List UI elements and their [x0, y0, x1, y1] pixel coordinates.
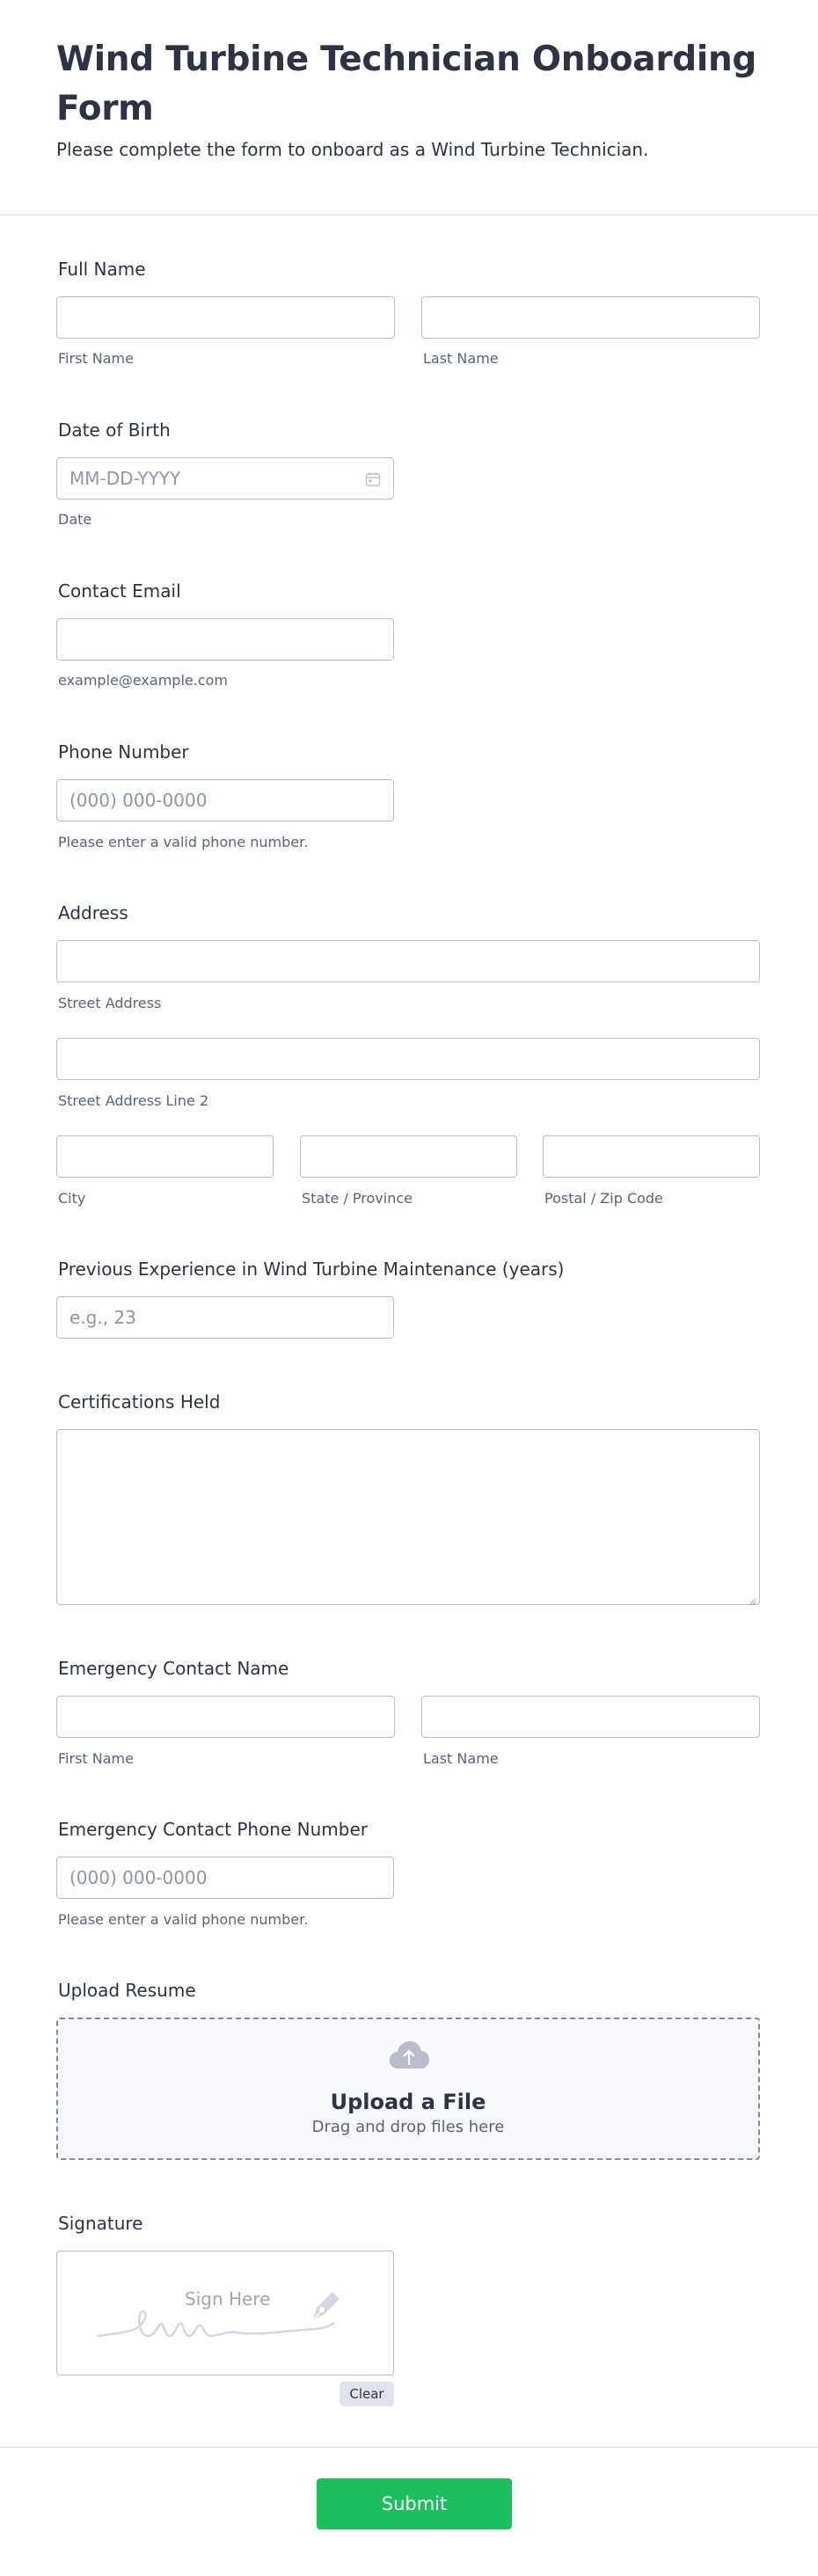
- emergency-phone-input[interactable]: [56, 1857, 394, 1899]
- phone-label: Phone Number: [58, 741, 189, 763]
- city-input[interactable]: [56, 1135, 274, 1178]
- emergency-first-name-sublabel: First Name: [58, 1750, 134, 1767]
- last-name-input[interactable]: [421, 296, 760, 339]
- experience-placeholder: e.g., 23: [69, 1307, 136, 1328]
- resize-handle-icon[interactable]: [748, 1593, 756, 1602]
- emergency-first-name-input[interactable]: [56, 1696, 395, 1738]
- street-address-input[interactable]: [56, 940, 760, 982]
- emergency-last-name-input[interactable]: [421, 1696, 760, 1738]
- full-name-label: Full Name: [58, 259, 146, 280]
- submit-button[interactable]: Submit: [317, 2478, 512, 2529]
- phone-input[interactable]: [56, 779, 394, 821]
- signature-placeholder: Sign Here: [185, 2288, 271, 2310]
- experience-input[interactable]: [56, 1296, 394, 1339]
- email-label: Contact Email: [58, 580, 181, 602]
- zip-input[interactable]: [543, 1135, 760, 1178]
- state-sublabel: State / Province: [302, 1190, 413, 1207]
- zip-sublabel: Postal / Zip Code: [544, 1190, 663, 1207]
- certifications-textarea[interactable]: [56, 1429, 760, 1605]
- phone-placeholder: (000) 000-0000: [69, 790, 208, 811]
- emergency-name-label: Emergency Contact Name: [58, 1658, 289, 1679]
- state-input[interactable]: [300, 1135, 517, 1178]
- resume-dropzone[interactable]: [56, 2018, 760, 2160]
- form-header: [56, 35, 760, 162]
- certifications-label: Certifications Held: [58, 1391, 221, 1412]
- cloud-upload-icon: [388, 2039, 430, 2070]
- phone-sublabel: Please enter a valid phone number.: [58, 834, 309, 850]
- calendar-icon[interactable]: [365, 471, 381, 486]
- street-address-line2-sublabel: Street Address Line 2: [58, 1092, 209, 1109]
- resume-label: Upload Resume: [58, 1980, 196, 2001]
- emergency-last-name-sublabel: Last Name: [423, 1750, 499, 1767]
- experience-label: Previous Experience in Wind Turbine Maintenance (years): [58, 1259, 565, 1280]
- form-subtitle: Please complete the form to onboard as a Wind Turbine Technician.: [56, 139, 649, 160]
- dob-input[interactable]: [56, 457, 394, 500]
- emergency-phone-sublabel: Please enter a valid phone number.: [58, 1911, 309, 1928]
- email-input[interactable]: [56, 618, 394, 660]
- first-name-sublabel: First Name: [58, 350, 134, 367]
- street-address-line2-input[interactable]: [56, 1038, 760, 1080]
- street-address-sublabel: Street Address: [58, 995, 162, 1011]
- city-sublabel: City: [58, 1190, 86, 1207]
- signature-label: Signature: [58, 2213, 143, 2234]
- emergency-phone-label: Emergency Contact Phone Number: [58, 1819, 368, 1840]
- upload-subtitle: Drag and drop files here: [311, 2118, 505, 2136]
- email-sublabel: example@example.com: [58, 672, 228, 689]
- footer-divider: [0, 2447, 818, 2448]
- last-name-sublabel: Last Name: [423, 350, 499, 367]
- upload-title: Upload a File: [330, 2090, 486, 2114]
- address-label: Address: [58, 902, 128, 923]
- form-title: Wind Turbine Technician Onboarding Form: [56, 40, 757, 128]
- clear-signature-button[interactable]: Clear: [340, 2382, 394, 2406]
- first-name-input[interactable]: [56, 296, 395, 339]
- signature-pad[interactable]: [56, 2251, 394, 2375]
- dob-sublabel: Date: [58, 511, 92, 528]
- emergency-phone-placeholder: (000) 000-0000: [69, 1867, 208, 1888]
- pen-icon: [308, 2288, 343, 2324]
- dob-label: Date of Birth: [58, 420, 171, 441]
- dob-placeholder: MM-DD-YYYY: [69, 468, 181, 489]
